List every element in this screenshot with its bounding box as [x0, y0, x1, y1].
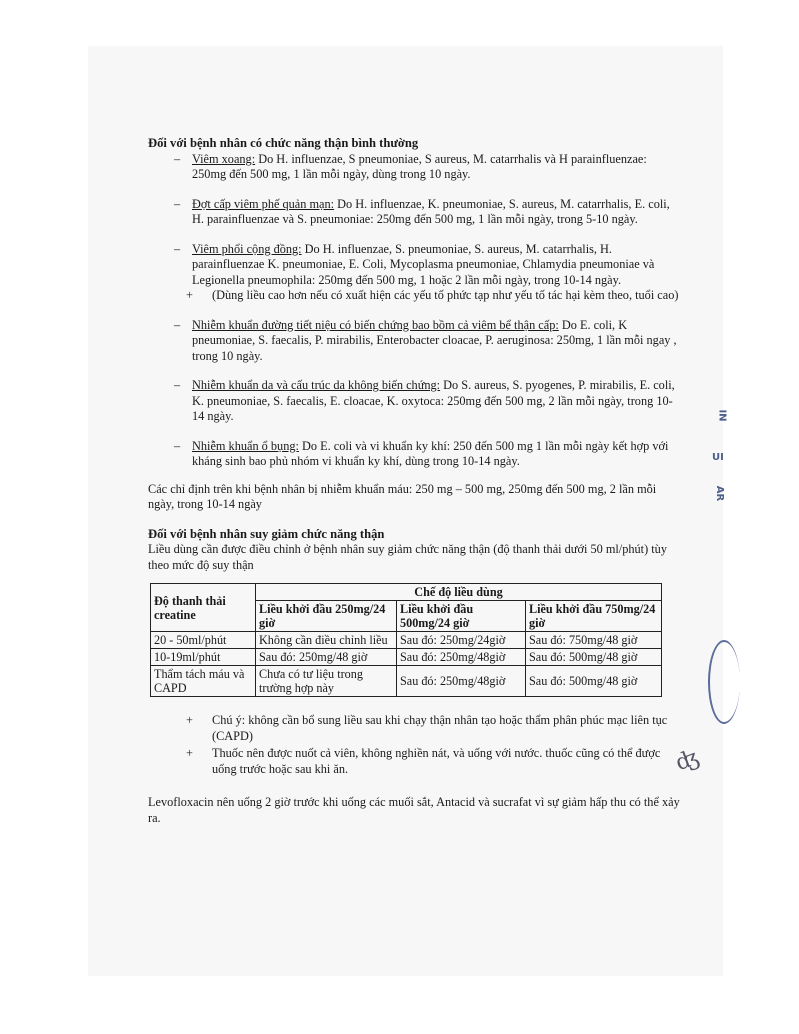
dash-bullet: – [174, 438, 181, 453]
indication-text: Do H. influenzae, S pneumoniae, S aureus, M. catarrhalis và H parainfluenzae: 250mg đến 500 mg, 1 lần mỗi ngày, dùng trong 10 ngày. [192, 151, 647, 181]
col-header-750: Liều khởi đầu 750mg/24 giờ [526, 601, 662, 632]
indication-text: Do E. coli, K pneumoniae, S. faecalis, P. mirabilis, Enterobacter cloacae, P. aeruginosa: 250mg, 1 lần mỗi ngay , trong 10 ngày. [192, 317, 677, 363]
section2-heading: Đối với bệnh nhân suy giảm chức năng thận [148, 526, 385, 541]
table-cell: 20 - 50ml/phút [151, 632, 256, 649]
indication-item [148, 378, 680, 425]
indication-title: Nhiễm khuẩn da và cấu trúc da không biến chứng: [192, 378, 441, 392]
dash-bullet: – [174, 151, 181, 166]
table-row [151, 649, 662, 666]
table-cell: 10-19ml/phút [151, 649, 256, 666]
final-paragraph: Levofloxacin nên uống 2 giờ trước khi uống các muối sắt, Antacid và sucrafat vì sự giảm hấp thu có thể xảy ra. [148, 795, 680, 825]
margin-mark: IN [716, 409, 728, 422]
indication-text: Do H. influenzae, S. pneumoniae, S. aureus, M. catarrhalis, H. parainfluenzae K. pneumoniae, E. Coli, Mycoplasma pneumoniae, Chlamydia pneumoniae và Legionella pneumophila: 250mg đến 500 mg, 1 hoặc 2 lần mỗi ngày, trong 10-14 ngày. [192, 241, 655, 287]
indication-title: Đợt cấp viêm phế quản mạn: [192, 196, 335, 211]
table-cell: Sau đó: 500mg/48 giờ [526, 649, 662, 666]
col-header-dosage: Chế độ liều dùng [256, 584, 662, 601]
septicemia-paragraph: Các chỉ định trên khi bệnh nhân bị nhiễm khuẩn máu: 250 mg – 500 mg, 250mg đến 500 mg, 2 lần mỗi ngày, trong 10-14 ngày [148, 481, 657, 511]
note-item [148, 746, 680, 777]
signature-mark: ʤ [672, 744, 703, 777]
plus-bullet: + [186, 713, 193, 727]
note-item [148, 713, 680, 744]
dash-bullet: – [174, 196, 181, 211]
dosage-table [150, 583, 662, 697]
dash-bullet: – [174, 317, 181, 332]
col-header-500: Liều khởi đầu 500mg/24 giờ [397, 601, 526, 632]
table-row [151, 666, 662, 697]
margin-mark: AR [714, 485, 726, 502]
table-cell: Sau đó: 500mg/48 giờ [526, 666, 662, 697]
col-header-clearance: Độ thanh thải creatine [151, 584, 256, 632]
col-header-250: Liều khởi đầu 250mg/24 giờ [256, 601, 397, 632]
note-text: Thuốc nên được nuốt cả viên, không nghiền nát, và uống với nước. thuốc cũng có thể được uống trước hoặc sau khi ăn. [212, 746, 661, 776]
document-body [148, 136, 680, 826]
indication-item [148, 242, 680, 289]
indication-title: Nhiễm khuẩn đường tiết niệu có biến chứng bao bồm cả viêm bể thận cấp: [192, 317, 559, 332]
indication-item [148, 197, 680, 228]
table-cell: Sau đó: 250mg/48 giờ [256, 649, 397, 666]
table-cell: Không cần điều chỉnh liều [256, 632, 397, 649]
dash-bullet: – [174, 241, 181, 256]
plus-bullet: + [186, 288, 193, 302]
section1-heading: Đối với bệnh nhân có chức năng thận bình thường [148, 136, 419, 150]
table-row [151, 632, 662, 649]
indication-title: Viêm phổi cộng đồng: [192, 241, 302, 256]
indication-title: Viêm xoang: [192, 151, 256, 166]
plus-bullet: + [186, 746, 193, 760]
indication-item [148, 152, 680, 183]
stamp-fragment [708, 640, 740, 724]
indication-item [148, 439, 680, 470]
indication-text: Do E. coli và vi khuẩn ky khí: 250 đến 500 mg 1 lần mỗi ngày kết hợp với kháng sinh bao phủ nhóm vi khuẩn ky khí, dùng trong 10-14 ngày. [192, 438, 669, 468]
dash-bullet: – [174, 378, 181, 392]
indication-item [148, 318, 680, 365]
section2-intro: Liều dùng cần được điều chỉnh ở bệnh nhân suy giảm chức năng thận (độ thanh thải dưới 50 ml/phút) tùy theo mức độ suy thận [148, 542, 667, 572]
note-text: Chú ý: không cần bổ sung liều sau khi chạy thận nhân tạo hoặc thẩm phân phúc mạc liên tục (CAPD) [212, 713, 668, 743]
table-cell: Sau đó: 250mg/48giờ [397, 649, 526, 666]
indication-text: Do H. influenzae, K. pneumoniae, S. aureus, M. catarrhalis, E. coli, H. parainfluenzae và S. pneumoniae: 250mg đến 500 mg, 1 lần mỗi ngày, trong 5-10 ngày. [192, 196, 670, 226]
margin-mark: UI [712, 452, 724, 463]
table-cell: Chưa có tư liệu trong trường hợp này [256, 666, 397, 697]
indication-title: Nhiễm khuẩn ổ bụng: [192, 438, 299, 453]
table-cell: Sau đó: 750mg/48 giờ [526, 632, 662, 649]
table-cell: Sau đó: 250mg/24giờ [397, 632, 526, 649]
high-dose-note-text: (Dùng liều cao hơn nếu có xuất hiện các yếu tố phức tạp như yếu tố tác hại kèm theo, tuổi cao) [212, 288, 679, 302]
table-cell: Thẩm tách máu và CAPD [151, 666, 256, 697]
table-cell: Sau đó: 250mg/48giờ [397, 666, 526, 697]
indication-text: Do S. aureus, S. pyogenes, P. mirabilis, E. coli, K. pneumoniae, S. faecalis, E. cloacae, K. oxytoca: 250mg đến 500 mg, 2 lần mỗi ngày, trong 10-14 ngày. [192, 378, 675, 423]
high-dose-note [148, 288, 680, 304]
table-header-row [151, 584, 662, 601]
